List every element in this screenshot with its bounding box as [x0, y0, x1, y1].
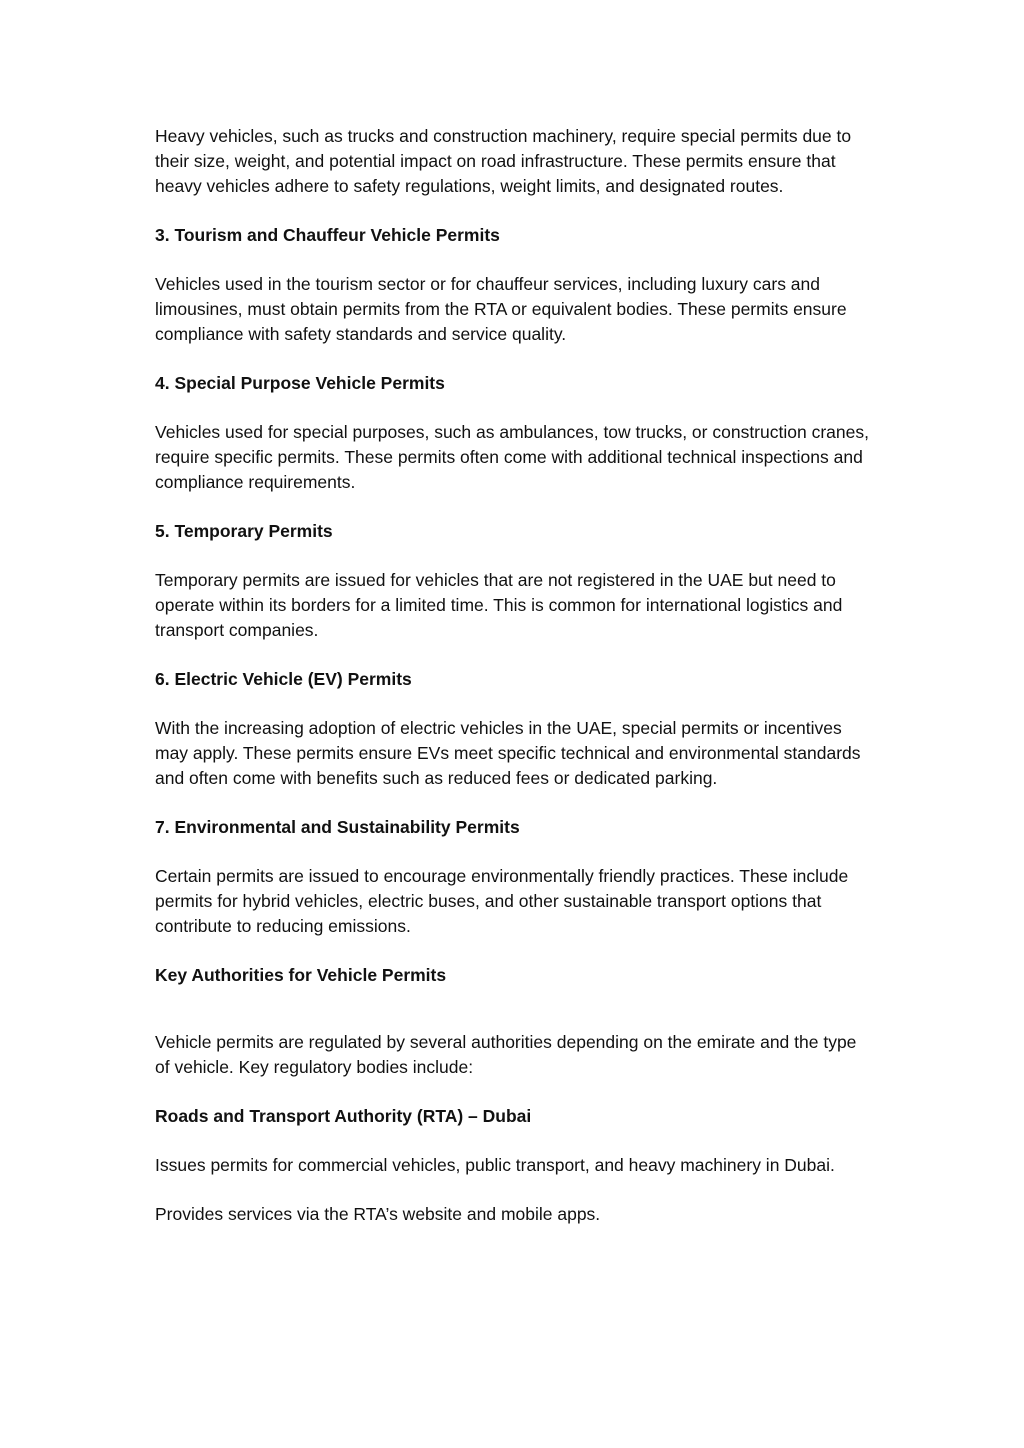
paragraph-tourism-permits: Vehicles used in the tourism sector or for chauffeur services, including luxury cars and limousines, must obtain permits from the RTA or equivalent bodies. These permits ensure compliance with safety standards and service quality. [155, 274, 847, 344]
paragraph-rta-issues: Issues permits for commercial vehicles, public transport, and heavy machinery in Dubai. [155, 1155, 835, 1175]
heading-special-purpose-permits: 4. Special Purpose Vehicle Permits [155, 373, 445, 393]
heading-key-authorities: Key Authorities for Vehicle Permits [155, 965, 447, 985]
paragraph-ev-permits: With the increasing adoption of electric vehicles in the UAE, special permits or incentives may apply. These permits ensure EVs meet specific technical and environmental standards and often come with benefits such as reduced fees or dedicated parking. [155, 718, 861, 788]
paragraph-special-purpose-permits: Vehicles used for special purposes, such as ambulances, tow trucks, or construction cranes, require specific permits. These permits often come with additional technical inspections and compliance requirements. [155, 422, 869, 492]
paragraph-environmental-permits: Certain permits are issued to encourage environmentally friendly practices. These include permits for hybrid vehicles, electric buses, and other sustainable transport options that contribute to reducing emissions. [155, 866, 849, 936]
heading-ev-permits: 6. Electric Vehicle (EV) Permits [155, 669, 412, 689]
paragraph-rta-services: Provides services via the RTA’s website and mobile apps. [155, 1204, 601, 1224]
heading-rta-dubai: Roads and Transport Authority (RTA) – Dubai [155, 1106, 532, 1126]
paragraph-temporary-permits: Temporary permits are issued for vehicles that are not registered in the UAE but need to operate within its borders for a limited time. This is common for international logistics and transport companies. [155, 570, 843, 640]
heading-tourism-permits: 3. Tourism and Chauffeur Vehicle Permits [155, 225, 500, 245]
heading-environmental-permits: 7. Environmental and Sustainability Permits [155, 817, 520, 837]
document-page [155, 124, 870, 1251]
paragraph-heavy-vehicles: Heavy vehicles, such as trucks and construction machinery, require special permits due to their size, weight, and potential impact on road infrastructure. These permits ensure that heavy vehicles adhere to safety regulations, weight limits, and designated routes. [155, 126, 852, 196]
paragraph-key-authorities: Vehicle permits are regulated by several authorities depending on the emirate and the type of vehicle. Key regulatory bodies include: [155, 1032, 857, 1077]
heading-temporary-permits: 5. Temporary Permits [155, 521, 333, 541]
